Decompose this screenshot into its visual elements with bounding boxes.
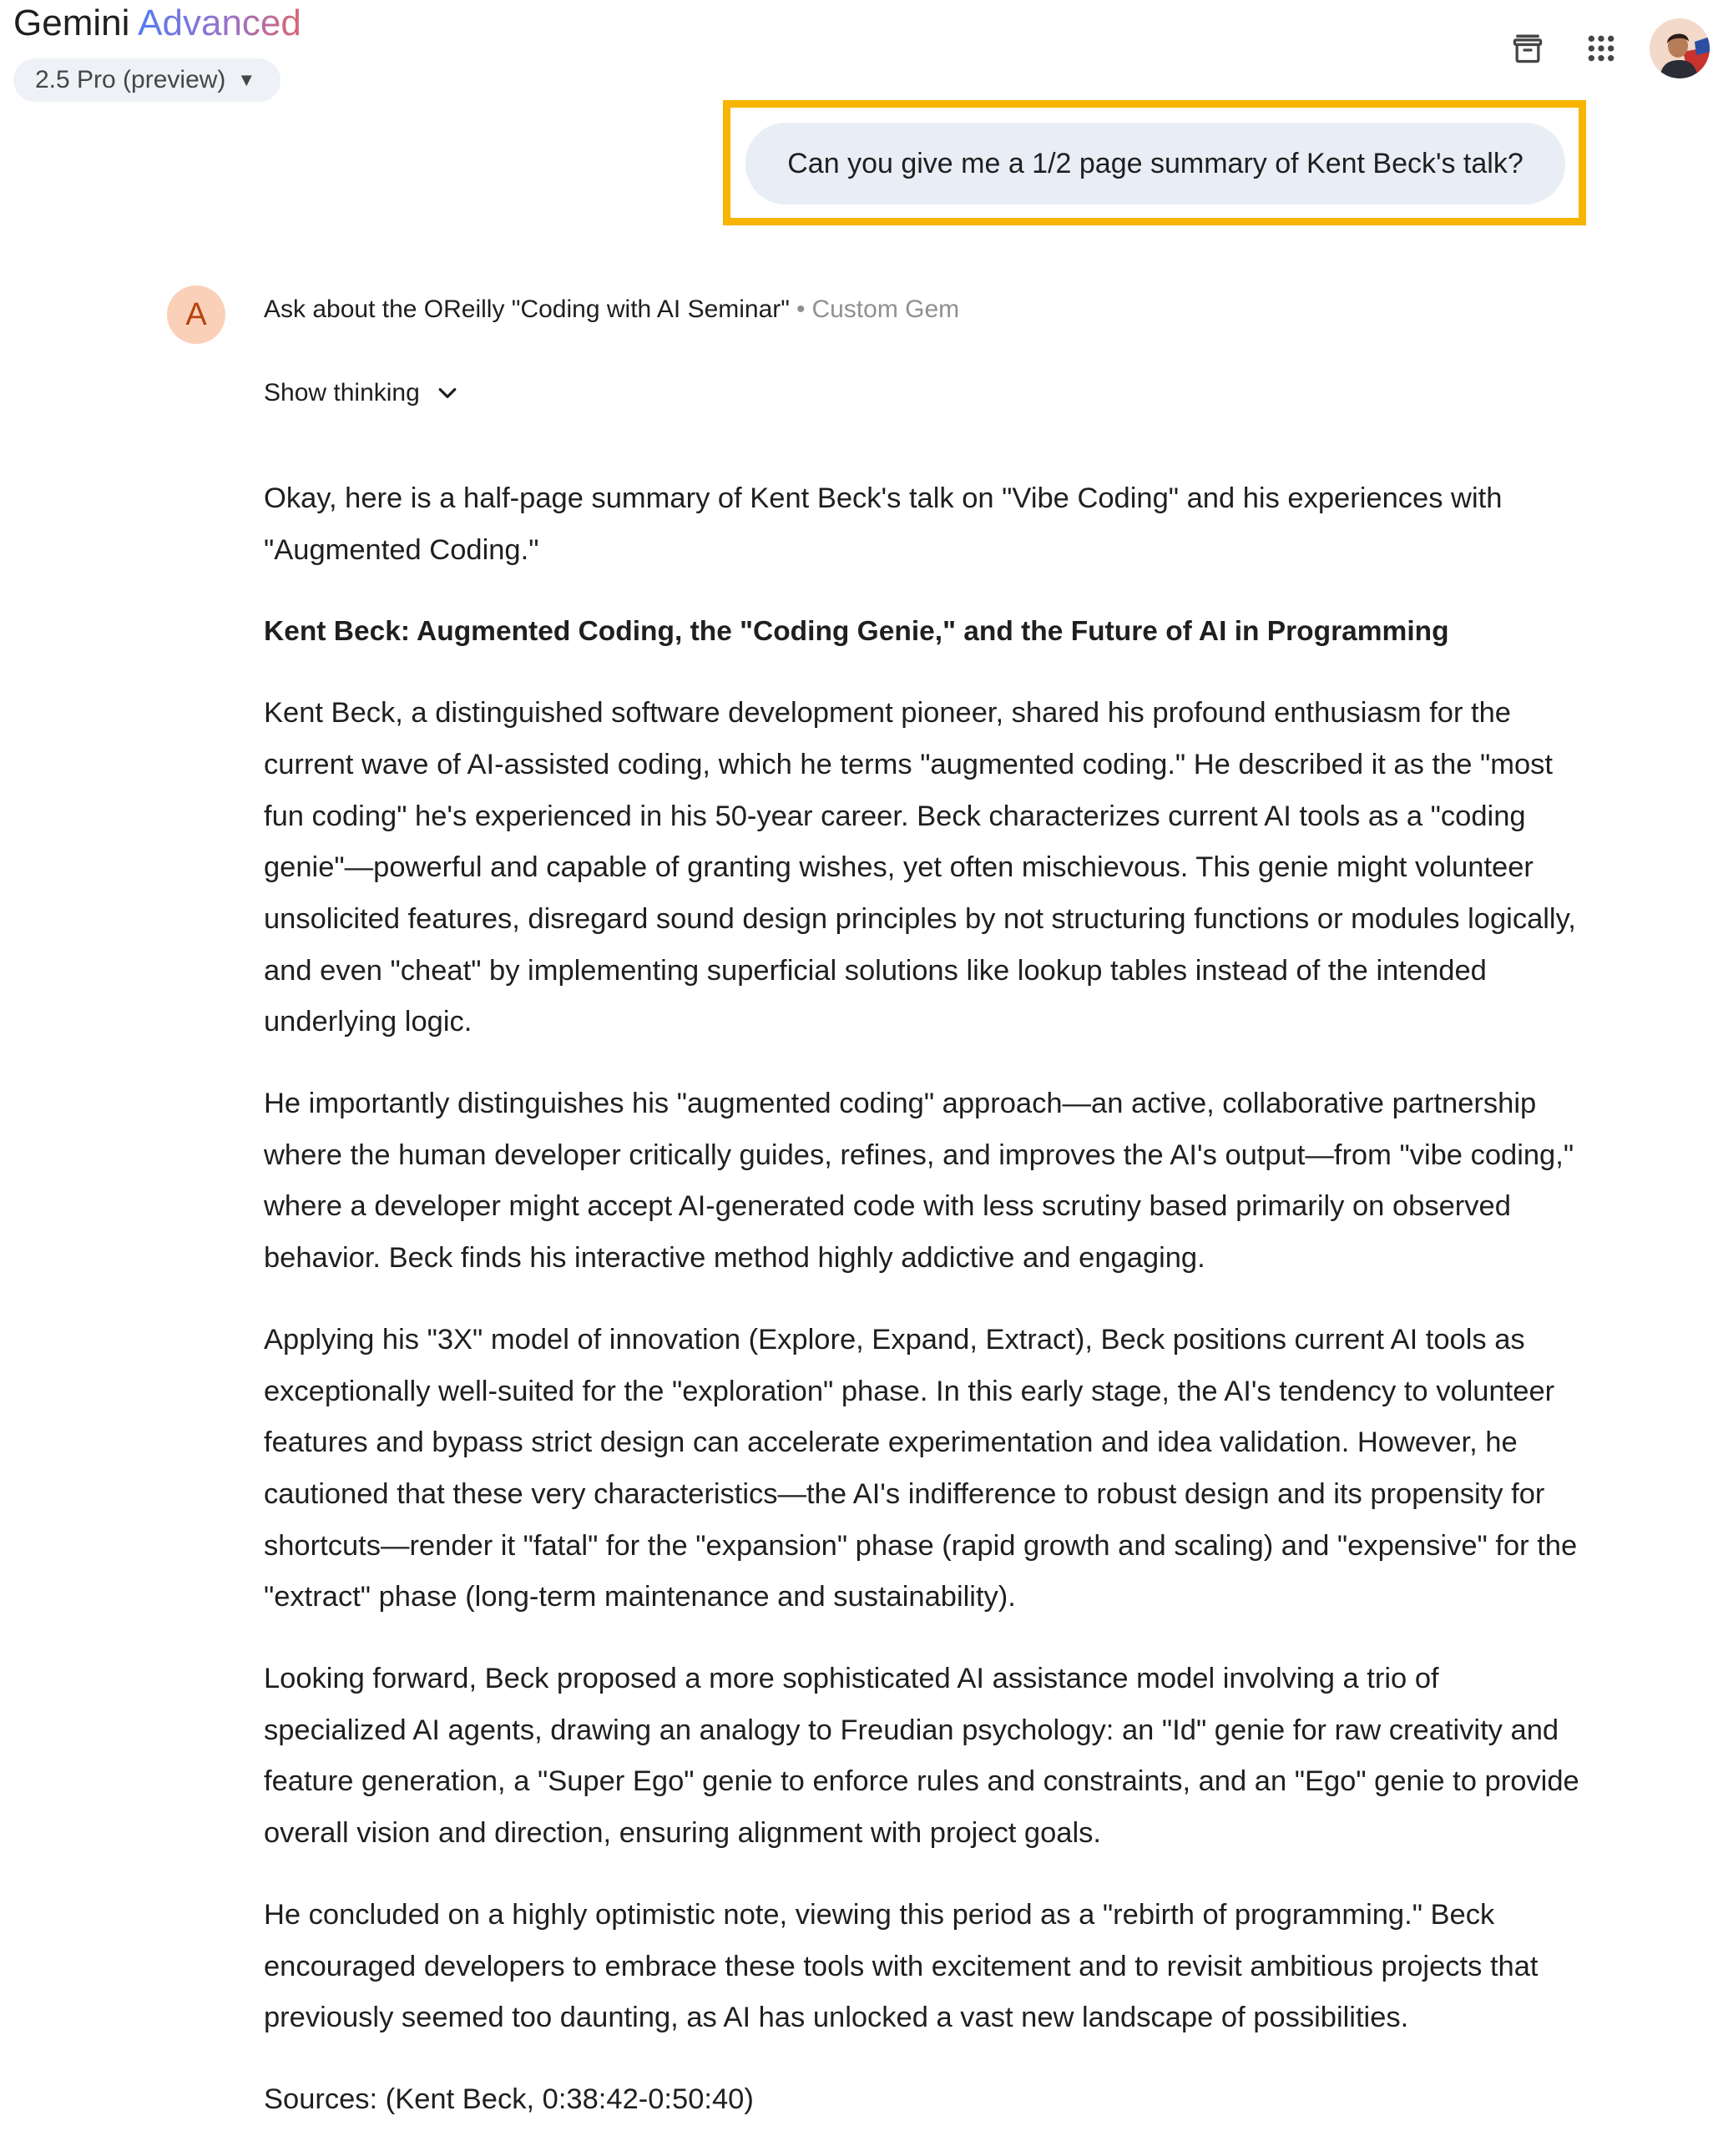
user-message-text: Can you give me a 1/2 page summary of Kent Beck's talk? [787,147,1524,179]
chevron-down-icon [435,381,460,406]
archive-icon[interactable] [1501,22,1554,75]
response-heading: Kent Beck: Augmented Coding, the "Coding Genie," and the Future of AI in Programming [264,616,1449,648]
highlight-box [723,100,1586,225]
gem-separator: • [796,295,806,323]
gem-attribution [264,295,959,324]
gem-tag: Custom Gem [811,295,960,323]
app-title-gemini: Gemini [13,3,130,43]
response-paragraph: He importantly distinguishes his "augmented coding" approach—an active, collaborative partnership where the human developer critically guides, refines, and improves the AI's output—from "vibe coding," where a developer might accept AI-generated code with less scrutiny based primarily on observed behavior. Beck finds his interactive method highly addictive and engaging. [264,1088,1574,1275]
user-message-bubble [745,123,1565,204]
show-thinking-label: Show thinking [264,379,420,406]
apps-grid-icon[interactable] [1574,22,1628,75]
response-paragraph: Kent Beck, a distinguished software development pioneer, shared his profound enthusiasm for the current wave of AI-assisted coding, which he terms "augmented coding." He described it as the "most fun coding" he's experienced in his 50-year career. Beck characterizes current AI tools as a "coding genie"—powerful and capable of granting wishes, yet often mischievous. This genie might volunteer unsolicited features, disregard sound design principles by not structuring functions or modules logically, and even "cheat" by implementing superficial solutions like lookup tables instead of the intended underlying logic. [264,697,1576,1038]
gem-avatar: A [167,285,225,344]
model-selector[interactable] [13,58,280,102]
response-paragraph: Applying his "3X" model of innovation (Explore, Expand, Extract), Beck positions current AI tools as exceptionally well-suited for the "exploration" phase. In this early stage, the AI's tendency to volunteer features and bypass strict design can accelerate experimentation and idea validation. However, he cautioned that these very characteristics—the AI's indifference to robust design and its propensity for shortcuts—render it "fatal" for the "expansion" phase (rapid growth and scaling) and "expensive" for the "extract" phase (long-term maintenance and sustainability). [264,1323,1578,1613]
response-paragraph: Looking forward, Beck proposed a more sophisticated AI assistance model involving a trio of specialized AI agents, drawing an analogy to Freudian psychology: an "Id" genie for raw creativity and feature generation, a "Super Ego" genie to enforce rules and constraints, and an "Ego" genie to provide overall vision and direction, ensuring alignment with project goals. [264,1663,1579,1850]
model-selector-label: 2.5 Pro (preview) [35,66,226,93]
app-title [13,0,301,47]
response-intro: Okay, here is a half-page summary of Kent Beck's talk on "Vibe Coding" and his experiences with "Augmented Coding." [264,482,1503,566]
response-sources: Sources: (Kent Beck, 0:38:42-0:50:40) [264,2083,754,2115]
user-avatar[interactable] [1650,18,1710,78]
gem-name: Ask about the OReilly "Coding with AI Seminar" [264,295,790,323]
model-response [264,473,1579,2156]
response-paragraph: He concluded on a highly optimistic note, viewing this period as a "rebirth of programming." Beck encouraged developers to embrace these tools with excitement and to revisit ambitious projects that previously seemed too daunting, as AI has unlocked a vast new landscape of possibilities. [264,1898,1539,2034]
caret-down-icon: ▼ [237,69,256,90]
app-title-advanced: Advanced [138,3,301,43]
show-thinking-toggle[interactable] [264,374,460,412]
